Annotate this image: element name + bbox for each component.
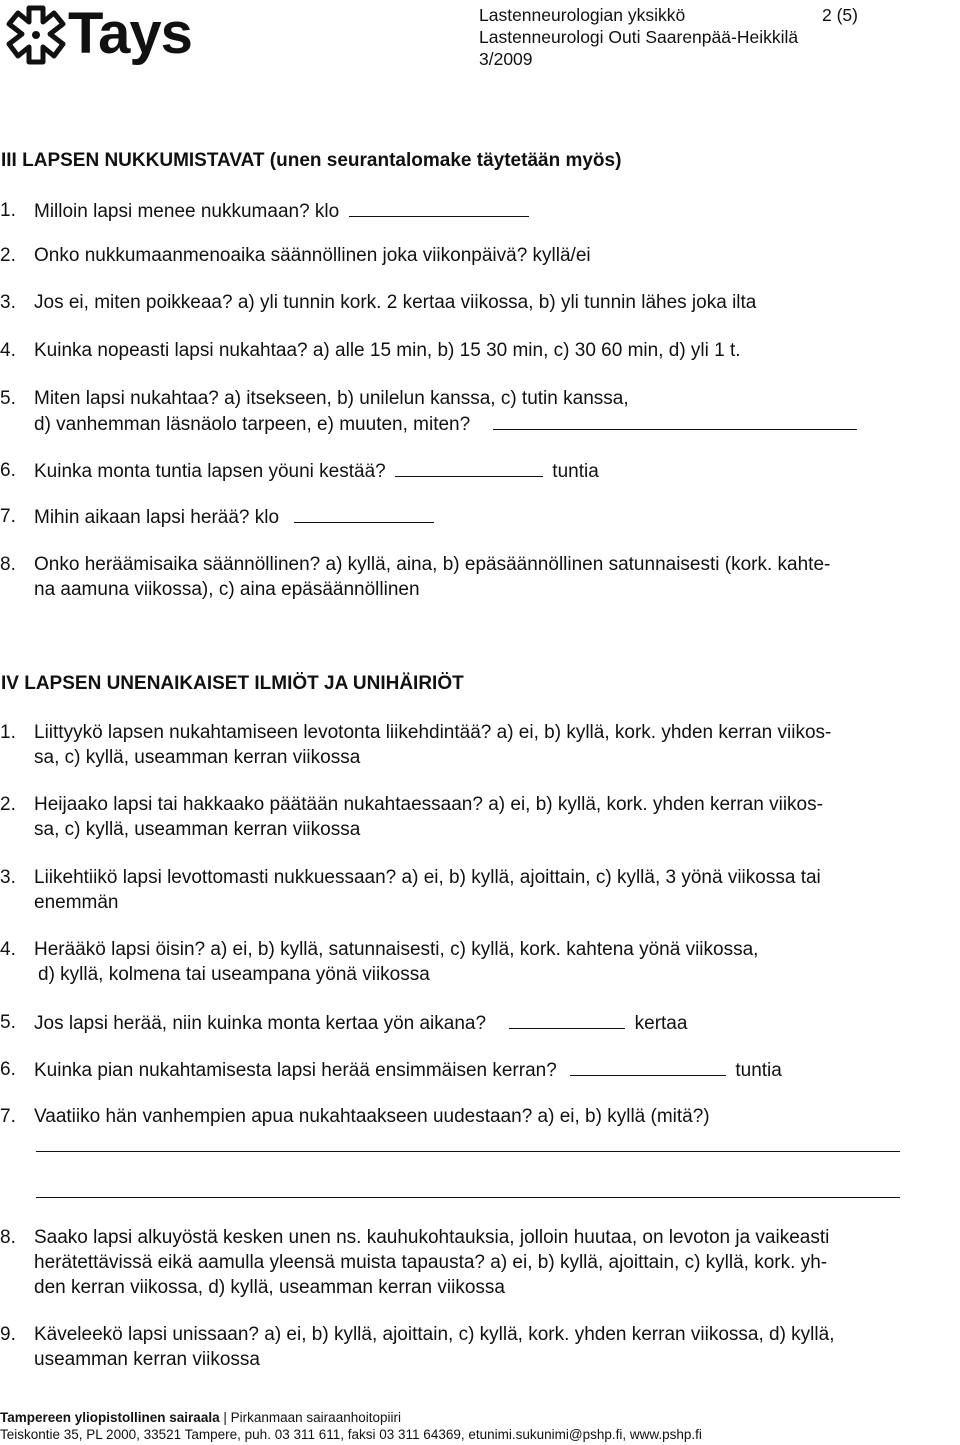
question-text: Heijaako lapsi tai hakkaako päätään nukahtaessaan? a) ei, b) kyllä, kork. yhden kerran viikos- [34, 794, 823, 815]
question-text: Herääkö lapsi öisin? a) ei, b) kyllä, satunnaisesti, c) kyllä, kork. kahtena yönä viikossa, [34, 939, 759, 960]
answer-line[interactable] [570, 1057, 726, 1076]
question-text: Onko heräämisaika säännöllinen? a) kyllä, aina, b) epäsäännöllinen satunnaisesti (kork. kahte- [34, 554, 831, 575]
question-text: Jos lapsi herää, niin kuinka monta kertaa yön aikana? [34, 1013, 487, 1034]
answer-line[interactable] [36, 1151, 900, 1152]
unit-label: tuntia [552, 461, 599, 482]
question-text: Liikehtiikö lapsi levottomasti nukkuessaan? a) ei, b) kyllä, ajoittain, c) kyllä, 3 yönä viikossa tai [34, 867, 821, 888]
footer-org-name: Tampereen yliopistollinen sairaala [0, 1410, 220, 1425]
question-continuation: enemmän [34, 892, 119, 913]
question-continuation: herätettävissä eikä aamulla yleensä muista tapausta? a) ei, b) kyllä, ajoittain, c) kyllä, kork. yh- [34, 1252, 828, 1273]
section-title: III LAPSEN NUKKUMISTAVAT (unen seurantalomake täytetään myös) [1, 150, 622, 171]
question-number: 7. [0, 506, 16, 527]
answer-line[interactable] [294, 504, 434, 523]
question-text: Onko nukkumaanmenoaika säännöllinen joka viikonpäivä? kyllä/ei [34, 245, 591, 266]
question-continuation: sa, c) kyllä, useamman kerran viikossa [34, 819, 361, 840]
question-text: Mihin aikaan lapsi herää? klo [34, 507, 280, 528]
answer-line[interactable] [349, 198, 529, 217]
question-number: 2. [0, 794, 16, 815]
question-number: 1. [0, 200, 16, 221]
question-text: Miten lapsi nukahtaa? a) itsekseen, b) unilelun kanssa, c) tutin kanssa, [34, 388, 629, 409]
question-number: 6. [0, 1059, 16, 1080]
answer-line[interactable] [493, 411, 857, 430]
question-text: Jos ei, miten poikkeaa? a) yli tunnin kork. 2 kertaa viikossa, b) yli tunnin lähes joka ilta [34, 292, 757, 313]
question-number: 2. [0, 245, 16, 266]
question-number: 5. [0, 388, 16, 409]
question-number: 8. [0, 1227, 16, 1248]
unit-label: tuntia [735, 1060, 782, 1081]
unit-label: kertaa [634, 1013, 688, 1034]
question-text: Saako lapsi alkuyöstä kesken unen ns. kauhukohtauksia, jolloin huutaa, on levoton ja vaikeasti [34, 1227, 830, 1248]
footer-separator: | [223, 1410, 227, 1425]
answer-line[interactable] [36, 1197, 900, 1198]
header-date: 3/2009 [479, 49, 533, 69]
page-number: 2 (5) [822, 5, 858, 25]
question-continuation: sa, c) kyllä, useamman kerran viikossa [34, 747, 361, 768]
question-text: Liittyykö lapsen nukahtamiseen levotonta liikehdintää? a) ei, b) kyllä, kork. yhden kerran viikos- [34, 722, 832, 743]
question-text: Käveleekö lapsi unissaan? a) ei, b) kyllä, ajoittain, c) kyllä, kork. yhden kerran viikossa, d) kyllä, [34, 1324, 835, 1345]
question-number: 7. [0, 1106, 16, 1127]
logo-text: Tays [68, 1, 192, 66]
question-text: Vaatiiko hän vanhempien apua nukahtaakseen uudestaan? a) ei, b) kyllä (mitä?) [34, 1106, 710, 1127]
tays-emblem-icon [4, 4, 68, 70]
header-unit: Lastenneurologian yksikkö [479, 5, 686, 25]
question-number: 3. [0, 867, 16, 888]
question-text: Kuinka pian nukahtamisesta lapsi herää ensimmäisen kerran? [34, 1060, 557, 1081]
question-number: 3. [0, 292, 16, 313]
question-continuation: na aamuna viikossa), c) aina epäsäännöllinen [34, 579, 420, 600]
footer-organization [0, 1410, 401, 1425]
question-continuation [34, 411, 861, 437]
question-text: d) vanhemman läsnäolo tarpeen, e) muuten, miten? [34, 414, 471, 435]
question-continuation: useamman kerran viikossa [34, 1349, 260, 1370]
question-number: 8. [0, 554, 16, 575]
footer-district: Pirkanmaan sairaanhoitopiiri [230, 1410, 401, 1425]
question-number: 9. [0, 1324, 16, 1345]
question-text: Kuinka monta tuntia lapsen yöuni kestää? [34, 461, 386, 482]
question-continuation: den kerran viikossa, d) kyllä, useamman kerran viikossa [34, 1277, 505, 1298]
question-number: 4. [0, 340, 16, 361]
answer-line[interactable] [509, 1010, 625, 1029]
question-continuation: d) kyllä, kolmena tai useampana yönä viikossa [38, 964, 430, 985]
question-number: 4. [0, 939, 16, 960]
question-text: Milloin lapsi menee nukkumaan? klo [34, 201, 340, 222]
header-doctor: Lastenneurologi Outi Saarenpää-Heikkilä [479, 27, 799, 47]
question-number: 5. [0, 1012, 16, 1033]
tays-logo [4, 1, 204, 74]
question-number: 6. [0, 460, 16, 481]
footer-address: Teiskontie 35, PL 2000, 33521 Tampere, puh. 03 311 611, faksi 03 311 64369, etunimi.sukunimi@pshp.fi, www.pshp.fi [0, 1427, 702, 1442]
question-number: 1. [0, 722, 16, 743]
answer-line[interactable] [395, 458, 543, 477]
section-title: IV LAPSEN UNENAIKAISET ILMIÖT JA UNIHÄIRIÖT [1, 673, 464, 694]
question-text: Kuinka nopeasti lapsi nukahtaa? a) alle 15 min, b) 15 30 min, c) 30 60 min, d) yli 1 t. [34, 340, 741, 361]
